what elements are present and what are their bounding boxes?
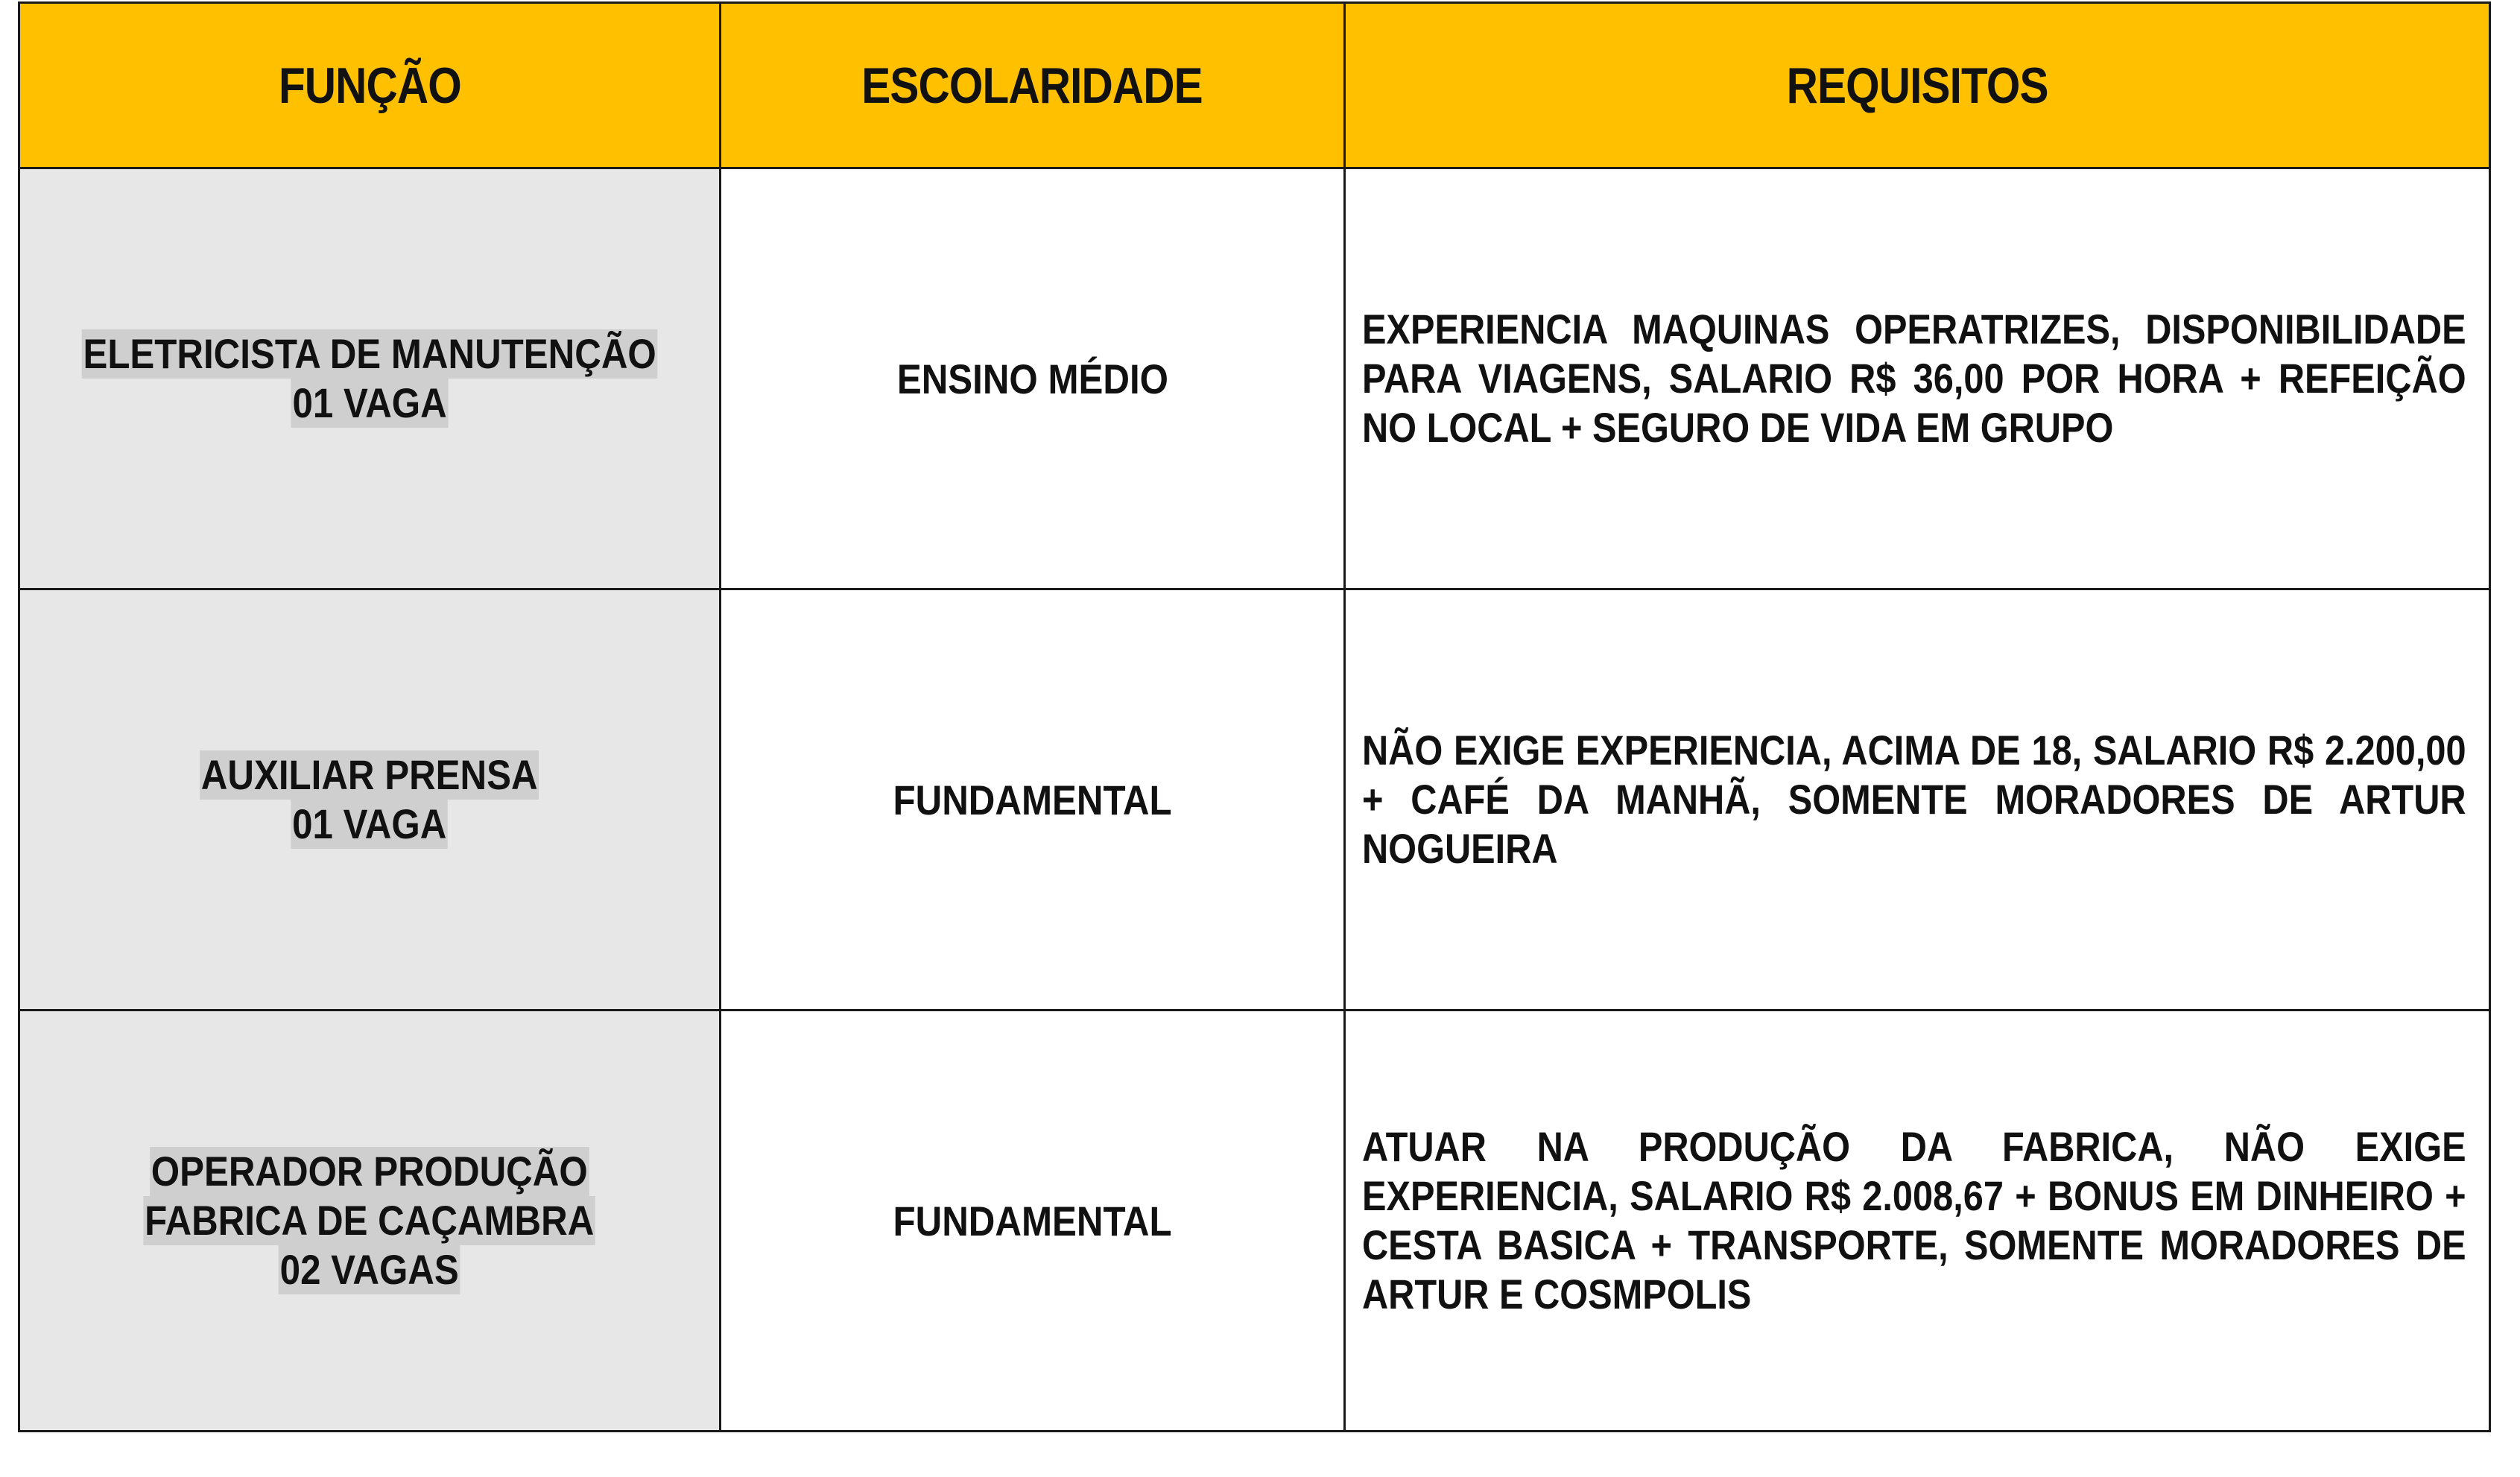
job-openings-table — [18, 1, 2491, 1432]
header-escolaridade — [721, 3, 1345, 168]
header-row — [19, 3, 2490, 168]
requisitos-cell — [1345, 589, 2490, 1011]
funcao-vagas: 01 VAGA — [292, 379, 447, 426]
header-requisitos-label: REQUISITOS — [1786, 57, 2048, 114]
funcao-vagas: 01 VAGA — [292, 800, 447, 847]
header-escolaridade-label: ESCOLARIDADE — [861, 57, 1203, 114]
requisitos-text: EXPERIENCIA MAQUINAS OPERATRIZES, DISPONIBILIDADE PARA VIAGENS, SALARIO R$ 36,00 POR HORA + REFEIÇÃO NO LOCAL + SEGURO DE VIDA EM GRUPO — [1362, 306, 2466, 451]
header-requisitos — [1345, 3, 2490, 168]
requisitos-text: ATUAR NA PRODUÇÃO DA FABRICA, NÃO EXIGE EXPERIENCIA, SALARIO R$ 2.008,67 + BONUS EM DINHEIRO + CESTA BASICA + TRANSPORTE, SOMENTE MORADORES DE ARTUR E COSMPOLIS — [1362, 1123, 2466, 1318]
funcao-title: AUXILIAR PRENSA — [201, 751, 538, 798]
requisitos-text: NÃO EXIGE EXPERIENCIA, ACIMA DE 18, SALARIO R$ 2.200,00 + CAFÉ DA MANHÃ, SOMENTE MORADORES DE ARTUR NOGUEIRA — [1362, 727, 2466, 872]
table-row — [19, 168, 2490, 589]
requisitos-cell — [1345, 168, 2490, 589]
table-row — [19, 1011, 2490, 1432]
table-row — [19, 589, 2490, 1011]
header-funcao-label: FUNÇÃO — [278, 57, 461, 114]
funcao-cell — [19, 1011, 721, 1432]
escolaridade-cell — [721, 589, 1345, 1011]
escolaridade-value: FUNDAMENTAL — [893, 1197, 1172, 1244]
escolaridade-cell — [721, 1011, 1345, 1432]
funcao-title: ELETRICISTA DE MANUTENÇÃO — [83, 330, 656, 377]
escolaridade-value: FUNDAMENTAL — [893, 776, 1172, 823]
funcao-title: OPERADOR PRODUÇÃO — [151, 1148, 588, 1195]
funcao-vagas: 02 VAGAS — [279, 1246, 460, 1293]
requisitos-cell — [1345, 1011, 2490, 1432]
escolaridade-cell — [721, 168, 1345, 589]
funcao-cell — [19, 589, 721, 1011]
funcao-cell — [19, 168, 721, 589]
header-funcao — [19, 3, 721, 168]
funcao-subtitle: FABRICA DE CAÇAMBRA — [145, 1197, 595, 1244]
escolaridade-value: ENSINO MÉDIO — [896, 355, 1168, 402]
